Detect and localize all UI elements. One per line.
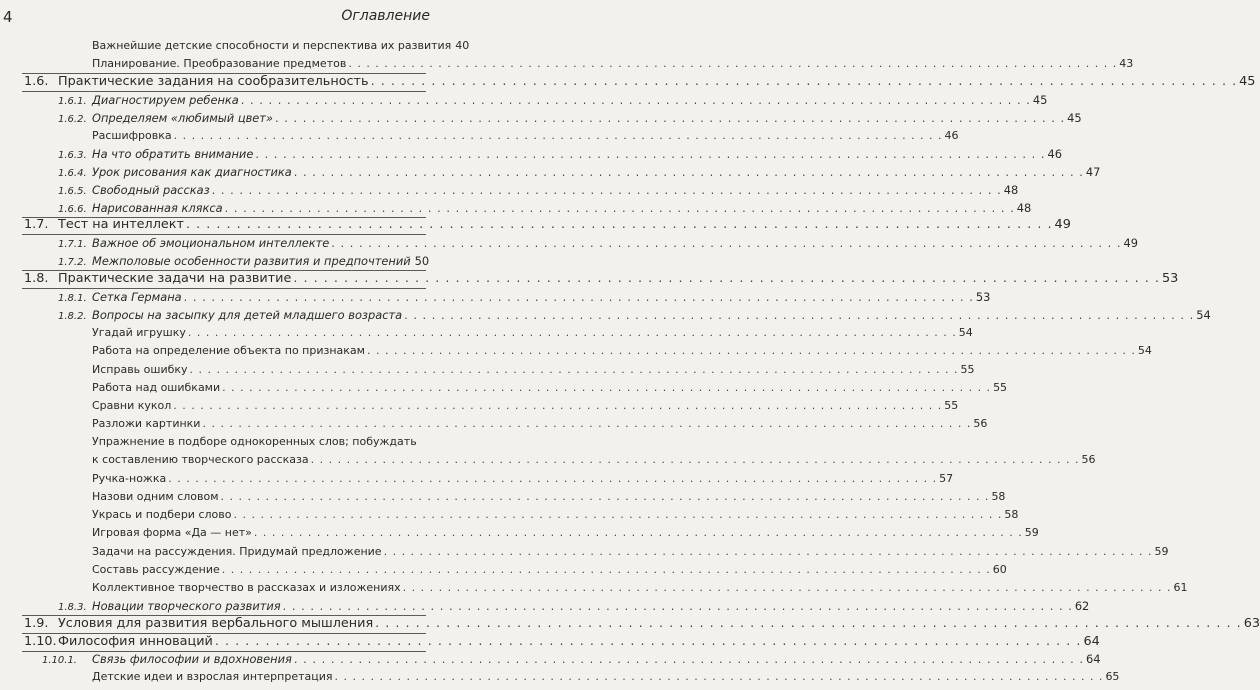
toc-entry-page: 49	[1054, 217, 1071, 232]
running-head-title: Оглавление	[341, 8, 430, 24]
toc-entry-page: 46	[1047, 147, 1062, 161]
toc-entry-title: Новации творческого развития	[92, 599, 281, 613]
toc-leader-dots	[293, 271, 1160, 287]
toc-item-entry	[92, 416, 988, 432]
toc-leader-dots	[255, 146, 1045, 162]
toc-entry-title: Угадай игрушку	[92, 326, 186, 339]
toc-item-entry	[42, 651, 1101, 669]
toc-item-entry	[92, 128, 959, 144]
toc-entry-title: Разложи картинки	[92, 417, 201, 430]
toc-section-entry	[24, 616, 1260, 632]
toc-leader-dots	[168, 471, 937, 487]
toc-entry-page: 55	[993, 381, 1008, 394]
toc-entry-page: 47	[1085, 165, 1101, 179]
toc-item-entry	[92, 544, 1169, 560]
toc-leader-dots	[403, 580, 1172, 596]
toc-section-entry	[24, 634, 1100, 650]
toc-entry-title: Игровая форма «Да — нет»	[92, 526, 252, 539]
toc-entry-title: Практические задачи на развитие	[58, 271, 292, 286]
toc-entry-title: Упражнение в подборе однокоренных слов; побуждать	[92, 435, 417, 448]
toc-entry-page: 54	[1196, 308, 1211, 322]
toc-leader-dots	[202, 416, 971, 432]
toc-entry-title: Детские идеи и взрослая интерпретация	[92, 670, 333, 683]
toc-entry-title: к составлению творческого рассказа	[92, 453, 309, 466]
toc-section-entry	[24, 74, 1256, 90]
toc-leader-dots	[184, 289, 974, 305]
toc-entry-title: Работа на определение объекта по признакам	[92, 344, 365, 357]
toc-entry-number: 1.6.6.	[58, 204, 87, 215]
toc-entry-title: Ручка-ножка	[92, 472, 167, 485]
toc-entry-page: 53	[1161, 271, 1179, 286]
toc-leader-dots	[404, 307, 1194, 323]
toc-subsection-entry	[58, 110, 1082, 128]
toc-entry-number: 1.8.	[24, 271, 49, 286]
toc-leader-dots	[215, 634, 1082, 650]
toc-subsection-entry	[58, 235, 1138, 253]
toc-item-entry	[92, 669, 1120, 685]
toc-entry-page: 45	[1067, 111, 1082, 125]
toc-entry-page: 60	[992, 563, 1007, 576]
toc-subsection-entry	[58, 164, 1101, 182]
toc-entry-title: Философия инноваций	[58, 634, 213, 649]
toc-item-entry	[92, 507, 1019, 523]
toc-entry-page: 50	[414, 254, 430, 268]
toc-entry-page: 65	[1105, 670, 1120, 683]
toc-subsection-entry	[58, 182, 1019, 200]
toc-item-entry	[92, 398, 959, 414]
toc-leader-dots	[222, 562, 991, 578]
toc-entry-page: 53	[975, 290, 991, 304]
toc-entry-page: 58	[991, 490, 1006, 503]
toc-entry-title: Урок рисования как диагностика	[92, 165, 292, 179]
toc-leader-dots	[174, 128, 943, 144]
toc-item-entry	[92, 562, 1007, 578]
page-header	[0, 0, 450, 28]
toc-leader-dots	[371, 74, 1238, 90]
toc-entry-page: 56	[973, 417, 988, 430]
toc-entry-page: 45	[1032, 93, 1048, 107]
toc-entry-title: Расшифровка	[92, 129, 172, 142]
toc-leader-dots	[222, 380, 991, 396]
toc-entry-page: 56	[1081, 453, 1096, 466]
toc-item-entry	[92, 525, 1039, 541]
toc-entry-page: 54	[1137, 344, 1152, 357]
toc-entry-number: 1.6.1.	[58, 96, 87, 107]
toc-subsection-entry	[58, 598, 1090, 616]
toc-entry-title: Назови одним словом	[92, 490, 219, 503]
toc-item-entry	[92, 362, 975, 378]
toc-entry-title: Работа над ошибками	[92, 381, 221, 394]
toc-leader-dots	[335, 669, 1104, 685]
toc-entry-number: 1.6.5.	[58, 186, 87, 197]
toc-entry-page: 64	[1083, 634, 1100, 649]
toc-entry-title: Составь рассуждение	[92, 563, 220, 576]
toc-leader-dots	[331, 235, 1121, 251]
toc-entry-title: Задачи на рассуждения. Придумай предложение	[92, 545, 382, 558]
toc-leader-dots	[190, 362, 959, 378]
toc-leader-dots	[348, 56, 1117, 72]
toc-entry-number: 1.6.	[24, 74, 49, 89]
toc-leader-dots	[283, 598, 1073, 614]
toc-item-entry	[92, 434, 426, 450]
toc-entry-title: Исправь ошибку	[92, 363, 188, 376]
toc-entry-page: 59	[1154, 545, 1169, 558]
toc-entry-number: 1.8.2.	[58, 311, 87, 322]
toc-entry-number: 1.7.2.	[58, 257, 87, 268]
toc-entry-title: Планирование. Преобразование предметов	[92, 57, 347, 70]
toc-entry-page: 61	[1173, 581, 1188, 594]
toc-entry-page: 40	[455, 39, 470, 52]
toc-item-entry	[92, 380, 1008, 396]
toc-subsection-entry	[58, 146, 1062, 164]
toc-leader-dots	[275, 110, 1065, 126]
toc-leader-dots	[367, 343, 1136, 359]
toc-leader-dots	[233, 507, 1002, 523]
toc-entry-page: 59	[1024, 526, 1039, 539]
toc-leader-dots	[311, 452, 1080, 468]
toc-entry-page: 55	[944, 399, 959, 412]
toc-entry-title: На что обратить внимание	[92, 147, 254, 161]
toc-entry-page: 64	[1086, 652, 1101, 666]
toc-item-entry	[92, 580, 1188, 596]
toc-leader-dots	[254, 525, 1023, 541]
toc-item-entry	[92, 452, 1096, 468]
toc-entry-title: Связь философии и вдохновения	[92, 652, 292, 666]
toc-entry-page: 58	[1004, 508, 1019, 521]
toc-entry-number: 1.6.4.	[58, 168, 87, 179]
toc-entry-title: Важное об эмоциональном интеллекте	[92, 236, 330, 250]
toc-entry-page: 45	[1239, 74, 1256, 89]
toc-entry-title: Укрась и подбери слово	[92, 508, 232, 521]
toc-entry-page: 57	[939, 472, 954, 485]
toc-entry-number: 1.10.	[24, 634, 57, 649]
toc-leader-dots	[188, 325, 957, 341]
toc-entry-number: 1.6.3.	[58, 150, 87, 161]
toc-entry-page: 43	[1119, 57, 1134, 70]
toc-section-entry	[24, 271, 1179, 287]
page-number: 4	[3, 8, 13, 26]
toc-entry-title: Важнейшие детские способности и перспектива их развития	[92, 39, 452, 52]
toc-entry-title: Практические задания на сообразительность	[58, 74, 369, 89]
toc-leader-dots	[212, 182, 1002, 198]
toc-entry-title: Сетка Германа	[92, 290, 182, 304]
toc-entry-number: 1.7.1.	[58, 239, 87, 250]
toc-entry-page: 48	[1016, 201, 1032, 215]
toc-entry-title: Сравни кукол	[92, 399, 172, 412]
toc-item-entry	[92, 489, 1006, 505]
toc-entry-title: Тест на интеллект	[58, 217, 184, 232]
toc-entry-number: 1.8.1.	[58, 293, 87, 304]
toc-entry-title: Свободный рассказ	[92, 183, 210, 197]
toc-leader-dots	[221, 489, 990, 505]
toc-entry-page: 48	[1003, 183, 1019, 197]
toc-subsection-entry	[58, 307, 1211, 325]
toc-section-entry	[24, 217, 1071, 233]
toc-item-entry	[92, 343, 1152, 359]
toc-entry-title: Определяем «любимый цвет»	[92, 111, 273, 125]
toc-entry-number: 1.10.1.	[42, 655, 77, 666]
toc-leader-dots	[173, 398, 942, 414]
toc-subsection-entry	[58, 289, 991, 307]
toc-entry-title: Межполовые особенности развития и предпочтений	[92, 254, 411, 268]
toc-entry-number: 1.8.3.	[58, 602, 87, 613]
toc-item-entry	[92, 56, 1134, 72]
toc-entry-number: 1.7.	[24, 217, 49, 232]
toc-subsection-entry	[58, 200, 1032, 218]
toc-leader-dots	[294, 164, 1084, 180]
toc-entry-page: 54	[958, 326, 973, 339]
toc-leader-dots	[186, 217, 1053, 233]
toc-leader-dots	[384, 544, 1153, 560]
toc-item-entry	[92, 471, 954, 487]
toc-entry-title: Нарисованная клякса	[92, 201, 223, 215]
toc-leader-dots	[225, 200, 1015, 216]
toc-entry-page: 62	[1074, 599, 1090, 613]
toc-leader-dots	[294, 651, 1084, 667]
toc-entry-title: Условия для развития вербального мышления	[58, 616, 374, 631]
toc-entry-title: Вопросы на засыпку для детей младшего возраста	[92, 308, 403, 322]
toc-entry-page: 49	[1123, 236, 1138, 250]
toc-leader-dots	[241, 92, 1031, 108]
toc-leader-dots	[375, 616, 1242, 632]
toc-entry-number: 1.6.2.	[58, 114, 87, 125]
toc-entry-page: 55	[960, 363, 975, 376]
toc-entry-title: Диагностируем ребенка	[92, 93, 239, 107]
toc-entry-title: Коллективное творчество в рассказах и изложениях	[92, 581, 401, 594]
toc-entry-page: 63	[1243, 616, 1260, 631]
toc-subsection-entry	[58, 92, 1048, 110]
toc-subsection-entry	[58, 253, 430, 271]
toc-entry-page: 46	[944, 129, 959, 142]
toc-item-entry	[92, 325, 973, 341]
toc-item-entry	[92, 38, 470, 54]
toc-entry-number: 1.9.	[24, 616, 49, 631]
